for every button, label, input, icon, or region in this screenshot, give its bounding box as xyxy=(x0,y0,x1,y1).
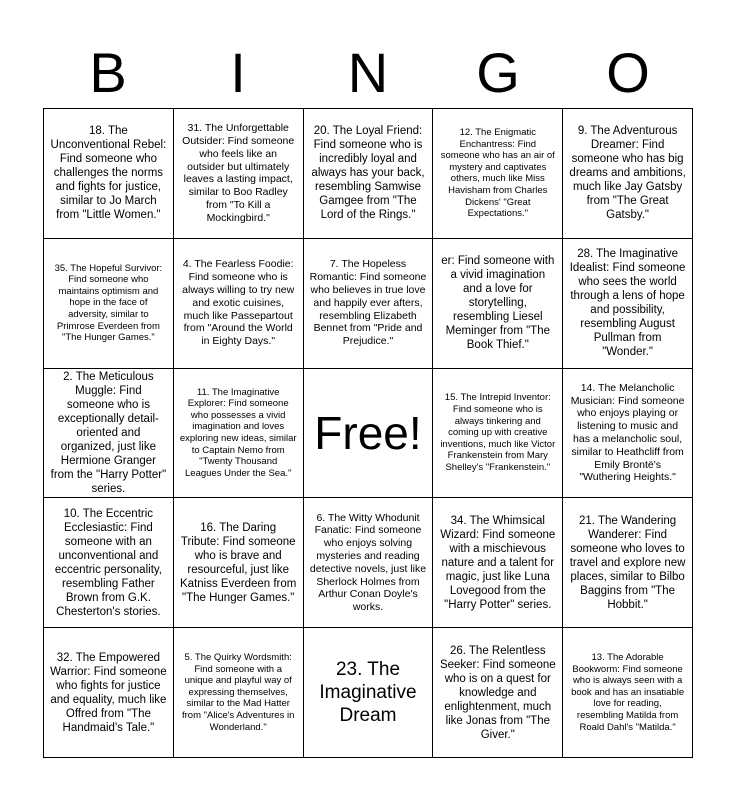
cell-text: 6. The Witty Whodunit Fanatic: Find someone who enjoys solving mysteries and reading detective novels, just like Sherlock Holmes from Arthur Conan Doyle's works. xyxy=(309,511,427,614)
bingo-cell-r3c1[interactable] xyxy=(44,369,174,499)
header-letter-i: I xyxy=(230,41,246,104)
bingo-cell-r4c1[interactable] xyxy=(44,498,174,628)
bingo-cell-r5c5[interactable] xyxy=(563,628,693,758)
cell-text: 23. The Imaginative Dream xyxy=(319,658,417,727)
header-letter-b: B xyxy=(89,41,127,104)
cell-text: 5. The Quirky Wordsmith: Find someone with a unique and playful way of expressing themselves, similar to the Mad Hatter from "Alice's Adventures in Wonderland." xyxy=(182,652,295,733)
cell-text: 9. The Adventurous Dreamer: Find someone who has big dreams and ambitions, much like Jay Gatsby from "The Great Gatsby." xyxy=(569,125,686,222)
bingo-cell-r5c3[interactable] xyxy=(304,628,434,758)
cell-text: 11. The Imaginative Explorer: Find someone who possesses a vivid imagination and loves exploring new ideas, similar to Captain Nemo from "Twenty Thousand Leagues Under the Sea." xyxy=(179,386,297,479)
bingo-cell-r4c5[interactable] xyxy=(563,498,693,628)
free-space[interactable] xyxy=(304,369,434,499)
bingo-cell-r2c3[interactable] xyxy=(304,239,434,369)
cell-text: 31. The Unforgettable Outsider: Find someone who feels like an outsider but ultimately leaves a lasting impact, similar to Boo Radley from "To Kill a Mockingbird." xyxy=(182,122,295,224)
cell-text: 7. The Hopeless Romantic: Find someone who believes in true love and happily ever afters, resembling Elizabeth Bennet from "Pride and Prejudice." xyxy=(309,258,427,348)
free-space-text: Free! xyxy=(314,406,422,459)
cell-text: 10. The Eccentric Ecclesiastic: Find someone with an unconventional and eccentric personality, resembling Father Brown from G.K. Chesterton's stories. xyxy=(54,507,162,618)
bingo-cell-r2c1[interactable] xyxy=(44,239,174,369)
bingo-cell-r3c2[interactable] xyxy=(174,369,304,499)
cell-text: 13. The Adorable Bookworm: Find someone who is always seen with a book and has an insatiable love for reading, resembling Matilda from Roald Dahl's "Matilda." xyxy=(571,652,685,733)
header-letter-o: O xyxy=(606,41,650,104)
cell-text: 18. The Unconventional Rebel: Find someone who challenges the norms and fights for justice, similar to Jo March from "Little Women." xyxy=(50,125,167,222)
cell-text: 16. The Daring Tribute: Find someone who is brave and resourceful, just like Katniss Everdeen from "The Hunger Games." xyxy=(180,521,297,604)
cell-text: 34. The Whimsical Wizard: Find someone with a mischievous nature and a talent for magic, just like Luna Lovegood from the "Harry Potter" series. xyxy=(440,514,556,611)
bingo-cell-r1c2[interactable] xyxy=(174,109,304,239)
bingo-cell-r1c3[interactable] xyxy=(304,109,434,239)
bingo-cell-r5c2[interactable] xyxy=(174,628,304,758)
bingo-cell-r4c2[interactable] xyxy=(174,498,304,628)
bingo-header xyxy=(43,38,693,108)
bingo-cell-r1c1[interactable] xyxy=(44,109,174,239)
cell-text: 15. The Intrepid Inventor: Find someone who is always tinkering and coming up with creative inventions, much like Victor Frankenstein from Mary Shelley's "Frankenstein." xyxy=(440,392,556,473)
bingo-cell-r2c4[interactable] xyxy=(433,239,563,369)
cell-text: 35. The Hopeful Survivor: Find someone who maintains optimism and hope in the face of adversity, similar to Primrose Everdeen from "The Hunger Games." xyxy=(54,262,163,344)
bingo-cell-r5c1[interactable] xyxy=(44,628,174,758)
cell-text: er: Find someone with a vivid imagination and a love for storytelling, resembling Liesel Meminger from "The Book Thief." xyxy=(441,255,555,352)
bingo-cell-r4c3[interactable] xyxy=(304,498,434,628)
cell-text: 28. The Imaginative Idealist: Find someone who sees the world through a lens of hope and possibility, resembling August Pullman from "Wonder." xyxy=(569,248,686,359)
bingo-grid xyxy=(43,108,693,758)
bingo-cell-r5c4[interactable] xyxy=(433,628,563,758)
header-letter-g: G xyxy=(476,41,520,104)
cell-text: 26. The Relentless Seeker: Find someone who is on a quest for knowledge and enlightenment, much like Jonas from "The Giver." xyxy=(439,644,556,741)
bingo-cell-r4c4[interactable] xyxy=(433,498,563,628)
bingo-cell-r3c4[interactable] xyxy=(433,369,563,499)
cell-text: 2. The Meticulous Muggle: Find someone who is exceptionally detail-oriented and organized, just like Hermione Granger from the "Harry Potter" series. xyxy=(50,370,167,496)
bingo-cell-r1c4[interactable] xyxy=(433,109,563,239)
bingo-cell-r2c2[interactable] xyxy=(174,239,304,369)
bingo-cell-r3c5[interactable] xyxy=(563,369,693,499)
bingo-cell-r2c5[interactable] xyxy=(563,239,693,369)
cell-text: 4. The Fearless Foodie: Find someone who is always willing to try new and exotic cuisines, much like Passepartout from "Around the World in Eighty Days." xyxy=(182,258,295,348)
cell-text: 20. The Loyal Friend: Find someone who is incredibly loyal and always has your back, resembling Samwise Gamgee from "The Lord of the Rings." xyxy=(311,125,425,222)
cell-text: 21. The Wandering Wanderer: Find someone who loves to travel and explore new places, similar to Bilbo Baggins from "The Hobbit." xyxy=(569,514,686,611)
cell-text: 14. The Melancholic Musician: Find someone who enjoys playing or listening to music and has a melancholic soul, similar to Heathcliff from Emily Brontë's "Wuthering Heights." xyxy=(570,381,685,484)
bingo-cell-r1c5[interactable] xyxy=(563,109,693,239)
cell-text: 32. The Empowered Warrior: Find someone who fights for justice and equality, much like Offred from "The Handmaid's Tale." xyxy=(50,651,167,734)
header-letter-n: N xyxy=(347,41,389,104)
cell-text: 12. The Enigmatic Enchantress: Find someone who has an air of mystery and captivates others, much like Miss Havisham from Charles Dickens' "Great Expectations." xyxy=(440,127,555,220)
